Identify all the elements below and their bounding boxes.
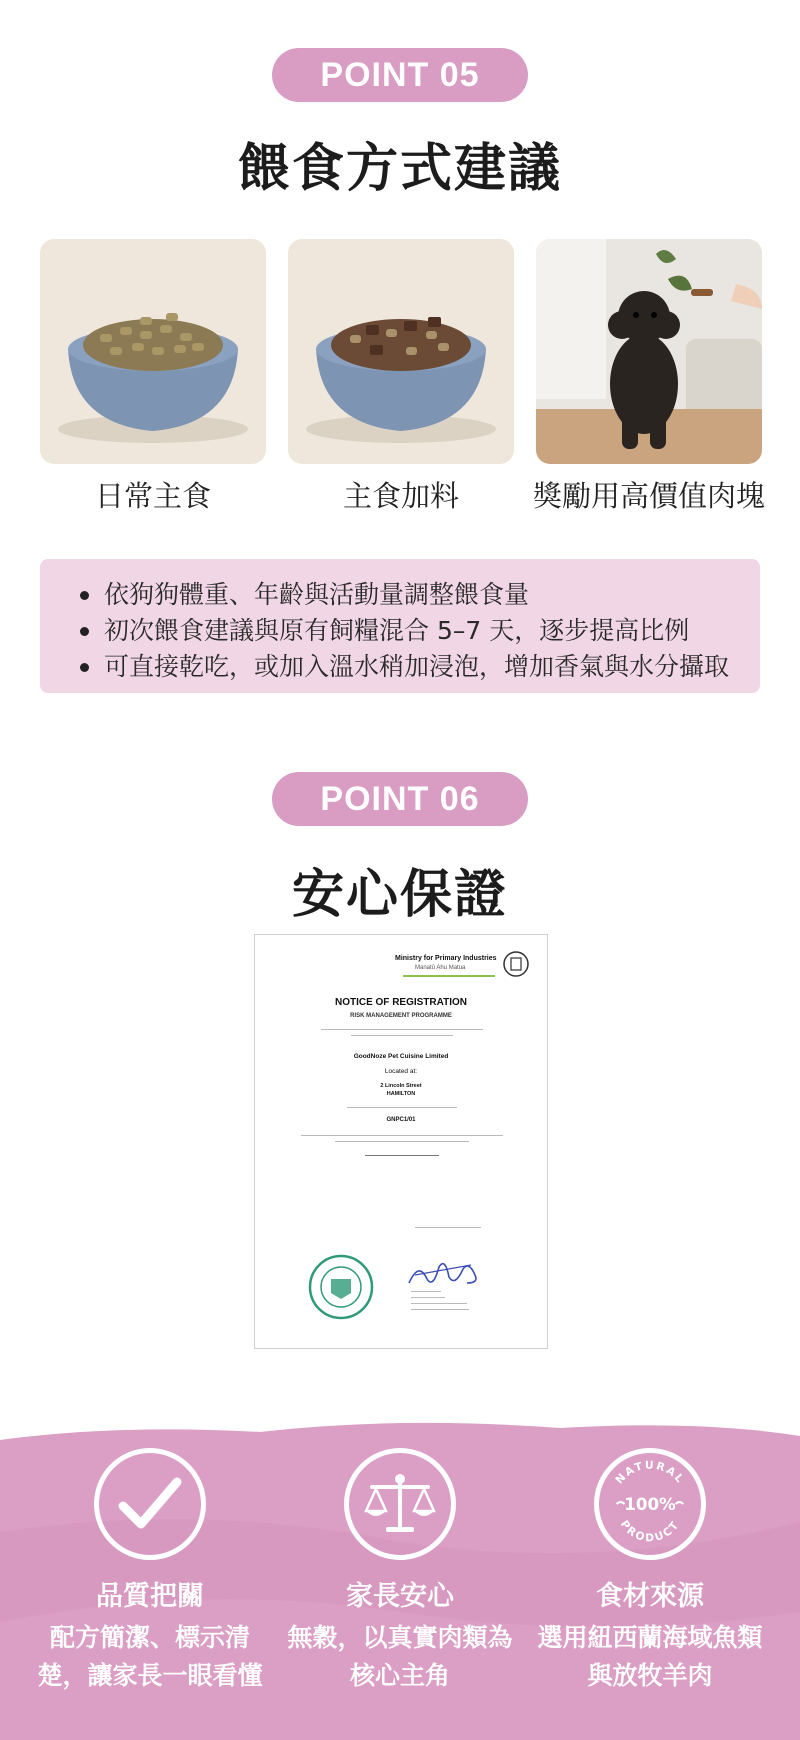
cert-fineprint — [411, 1297, 445, 1298]
cert-ministry-maori: Manatū Ahu Matua — [415, 965, 466, 971]
photo-meal-topper — [288, 239, 514, 464]
point05-title: 餵食方式建議 — [237, 139, 562, 199]
svg-text:PRODUCT: PRODUCT — [617, 1517, 683, 1545]
cert-identifier: GNPC1/01 — [386, 1117, 416, 1123]
checkmark-icon — [94, 1448, 206, 1560]
cert-fineprint — [321, 1029, 483, 1030]
cert-fineprint — [411, 1309, 469, 1310]
feature-title: 家長安心 — [346, 1581, 454, 1612]
feature-peace-of-mind — [270, 1448, 530, 1695]
cert-rule — [403, 975, 495, 977]
cert-fineprint — [347, 1107, 457, 1108]
feature-title: 品質把關 — [96, 1581, 204, 1612]
photo-reward-treat — [536, 239, 762, 464]
cert-subheading: RISK MANAGEMENT PROGRAMME — [350, 1013, 452, 1019]
coat-of-arms-icon — [501, 949, 531, 979]
point06-title: 安心保證 — [291, 865, 508, 925]
feature-title: 食材來源 — [596, 1581, 704, 1612]
feature-quality — [20, 1448, 280, 1695]
ministry-seal-icon — [307, 1253, 375, 1321]
cert-ministry: Ministry for Primary Industries — [395, 955, 497, 962]
feeding-tips-box — [40, 559, 760, 693]
cert-address-line2: HAMILTON — [386, 1091, 416, 1097]
cert-located-at: Located at: — [384, 1068, 418, 1075]
feature-desc: 選用紐西蘭海域魚類與放牧羊肉 — [537, 1623, 763, 1690]
feeding-tip: 初次餵食建議與原有飼糧混合 5–7 天，逐步提高比例 — [78, 613, 760, 649]
feature-desc: 無穀，以真實肉類為核心主角 — [287, 1623, 513, 1690]
photo-daily-meal — [40, 239, 266, 464]
cert-fineprint — [351, 1035, 453, 1036]
cert-fineprint — [415, 1227, 481, 1228]
cert-heading: NOTICE OF REGISTRATION — [334, 997, 468, 1008]
cert-fineprint — [335, 1141, 469, 1142]
caption-daily-meal: 日常主食 — [94, 479, 211, 513]
svg-text:NATURAL: NATURAL — [612, 1458, 688, 1487]
natural-product-badge-icon — [594, 1448, 706, 1560]
cert-address-line1: 2 Lincoln Street — [380, 1083, 422, 1089]
cert-fineprint — [301, 1135, 503, 1136]
registration-certificate — [254, 934, 548, 1349]
cert-fineprint — [411, 1291, 441, 1292]
cert-fineprint — [365, 1155, 439, 1156]
feature-ingredient-source — [520, 1448, 780, 1695]
badge-percent-text: 100% — [624, 1494, 676, 1514]
feeding-tip: 依狗狗體重、年齡與活動量調整餵食量 — [78, 577, 760, 613]
caption-meal-topper: 主食加料 — [342, 479, 459, 513]
signature-icon — [405, 1253, 485, 1293]
point05-badge: POINT 05 — [272, 48, 528, 102]
cert-fineprint — [411, 1303, 467, 1304]
scale-icon — [344, 1448, 456, 1560]
cert-company: GoodNoze Pet Cuisine Limited — [353, 1053, 449, 1060]
feeding-tip: 可直接乾吃，或加入溫水稍加浸泡，增加香氣與水分攝取 — [78, 649, 760, 685]
feature-desc: 配方簡潔、標示清楚，讓家長一眼看懂 — [37, 1623, 263, 1690]
caption-reward-treat: 獎勵用高價值肉塊 — [532, 479, 765, 513]
point06-badge: POINT 06 — [272, 772, 528, 826]
